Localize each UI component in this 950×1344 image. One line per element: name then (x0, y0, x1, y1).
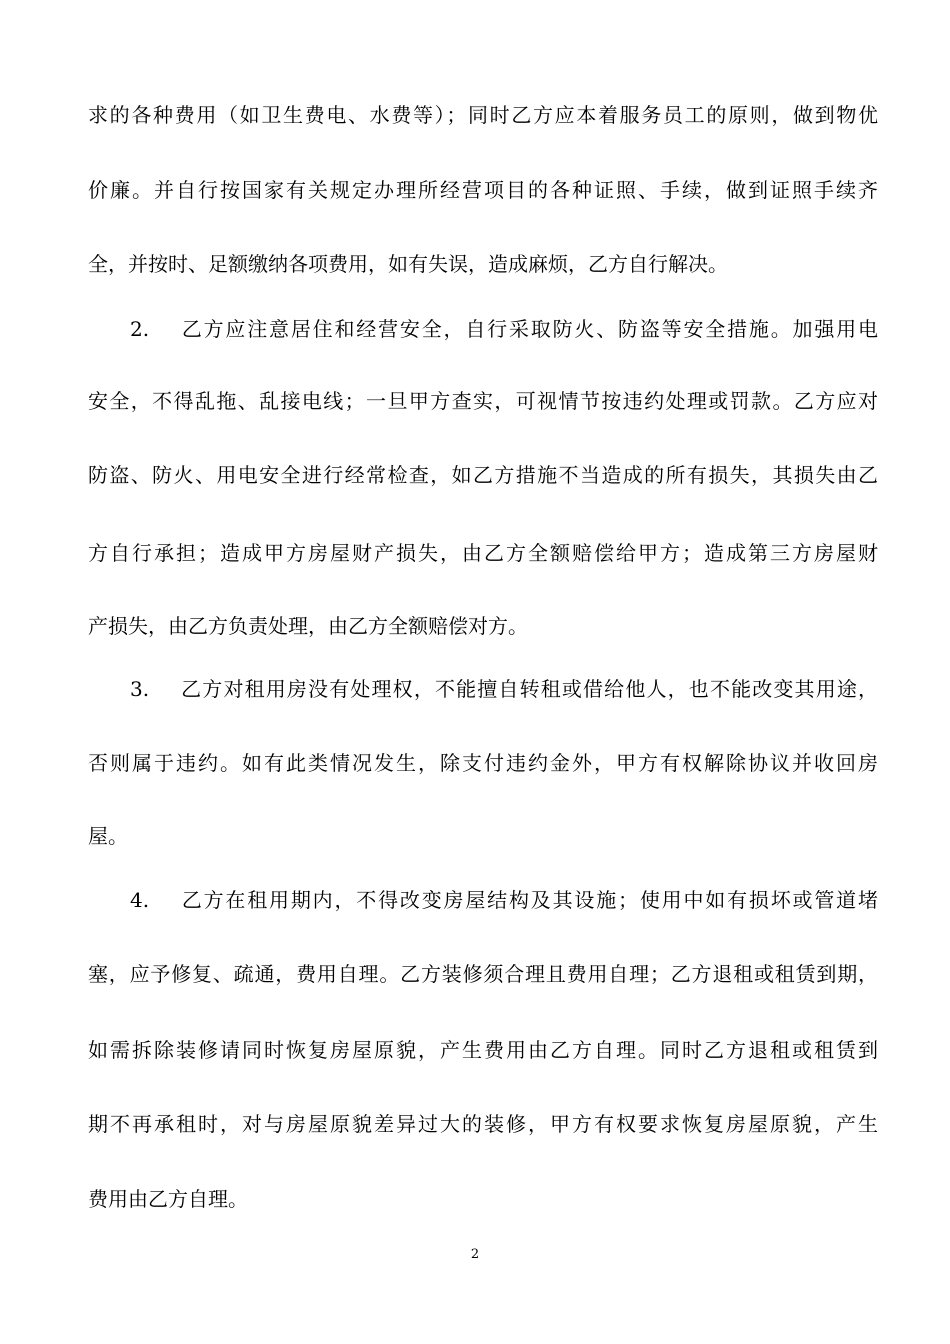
clause-3-first-line (88, 676, 878, 702)
text-line: 安全，不得乱拖、乱接电线；一旦甲方查实，可视情节按违约处理或罚款。乙方应对 (88, 389, 878, 413)
clause-number: 2. (130, 317, 150, 341)
text-line: 如需拆除装修请同时恢复房屋原貌，产生费用由乙方自理。同时乙方退租或租赁到 (88, 1038, 878, 1062)
clause-text: 乙方对租用房没有处理权，不能擅自转租或借给他人，也不能改变其用途， (180, 677, 878, 701)
clause-number: 4. (130, 888, 150, 912)
text-line: 屋。 (88, 824, 128, 848)
text-line: 全，并按时、足额缴纳各项费用，如有失误，造成麻烦，乙方自行解决。 (88, 252, 728, 276)
clause-2-first-line (88, 316, 878, 342)
text-line: 期不再承租时，对与房屋原貌差异过大的装修，甲方有权要求恢复房屋原貌，产生 (88, 1112, 878, 1136)
page-number: 2 (470, 1247, 480, 1262)
text-line: 产损失，由乙方负责处理，由乙方全额赔偿对方。 (88, 614, 528, 638)
text-line: 方自行承担；造成甲方房屋财产损失，由乙方全额赔偿给甲方；造成第三方房屋财 (88, 541, 878, 565)
text-line: 求的各种费用（如卫生费电、水费等）；同时乙方应本着服务员工的原则，做到物优 (88, 103, 878, 127)
text-line: 价廉。并自行按国家有关规定办理所经营项目的各种证照、手续，做到证照手续齐 (88, 178, 878, 202)
text-line: 否则属于违约。如有此类情况发生，除支付违约金外，甲方有权解除协议并收回房 (88, 751, 878, 775)
clause-4-first-line (88, 887, 878, 913)
text-line: 塞，应予修复、疏通，费用自理。乙方装修须合理且费用自理；乙方退租或租赁到期， (88, 962, 878, 986)
clause-number: 3. (130, 677, 150, 701)
text-line: 防盗、防火、用电安全进行经常检查，如乙方措施不当造成的所有损失，其损失由乙 (88, 463, 878, 487)
clause-text: 乙方在租用期内，不得改变房屋结构及其设施；使用中如有损坏或管道堵 (180, 888, 878, 912)
text-line: 费用由乙方自理。 (88, 1187, 248, 1211)
clause-text: 乙方应注意居住和经营安全，自行采取防火、防盗等安全措施。加强用电 (180, 317, 878, 341)
